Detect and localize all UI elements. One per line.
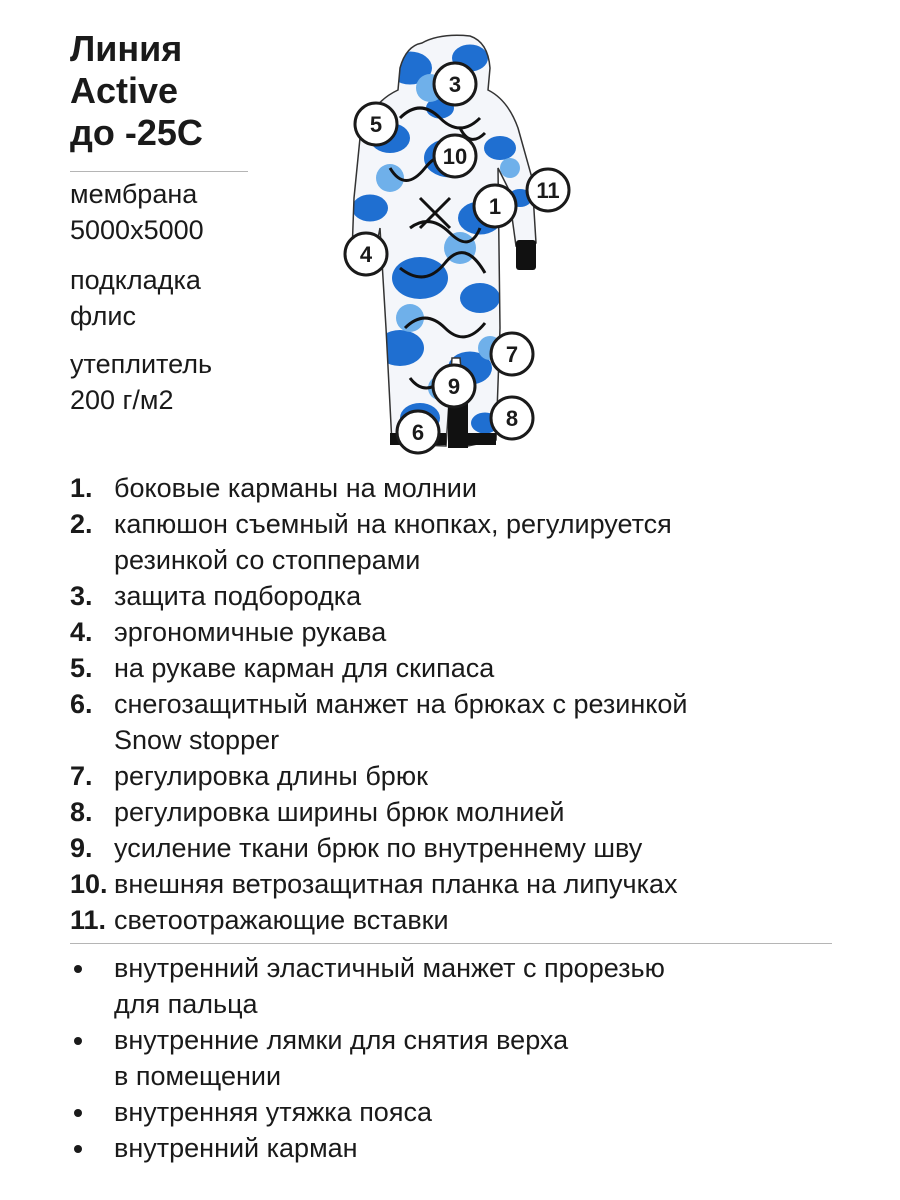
feature-number: 4. — [70, 617, 93, 647]
svg-text:9: 9 — [447, 374, 461, 399]
divider — [70, 943, 832, 944]
svg-text:6: 6 — [411, 420, 425, 445]
feature-text: регулировка ширины брюк молнией — [114, 797, 565, 827]
callout-marker-1 — [474, 185, 516, 227]
note-text: внутренние лямки для снятия верха — [114, 1025, 569, 1055]
feature-number: 6. — [70, 689, 93, 719]
feature-text: на рукаве карман для скипаса — [114, 653, 495, 683]
feature-number: 10. — [70, 869, 108, 899]
feature-item — [70, 758, 860, 794]
callout-marker-10 — [434, 135, 476, 177]
spec-membrane — [70, 176, 310, 248]
note-item — [70, 950, 860, 986]
feature-item — [70, 830, 860, 866]
feature-list — [70, 470, 860, 938]
callout-marker-7 — [491, 333, 533, 375]
feature-item — [70, 902, 860, 938]
svg-text:11: 11 — [536, 178, 560, 203]
note-item — [70, 1130, 860, 1166]
svg-text:5: 5 — [369, 112, 383, 137]
feature-item — [70, 542, 860, 578]
feature-text: снегозащитный манжет на брюках с резинкой — [114, 689, 688, 719]
feature-text: внешняя ветрозащитная планка на липучках — [114, 869, 678, 899]
spec-value: 5000х5000 — [70, 215, 204, 245]
title-line: Active — [70, 70, 179, 111]
spec-lining — [70, 262, 310, 334]
spec-label: утеплитель — [70, 349, 213, 379]
note-text: внутренняя утяжка пояса — [114, 1097, 432, 1127]
bullet-icon — [74, 965, 82, 973]
note-text: для пальца — [114, 989, 258, 1019]
svg-text:3: 3 — [448, 72, 462, 97]
print-blob — [460, 283, 500, 313]
bullet-icon — [74, 1037, 82, 1045]
note-item — [70, 1022, 860, 1058]
callout-marker-4 — [345, 233, 387, 275]
product-line-title — [70, 28, 330, 154]
feature-number: 9. — [70, 833, 93, 863]
svg-text:10: 10 — [442, 144, 468, 169]
feature-item — [70, 506, 860, 542]
callout-marker-8 — [491, 397, 533, 439]
right-cuff — [516, 240, 536, 270]
spec-value: 200 г/м2 — [70, 385, 174, 415]
print-blob — [352, 195, 388, 222]
feature-text: Snow stopper — [114, 725, 280, 755]
right-hem — [468, 433, 496, 445]
spec-label: подкладка — [70, 265, 201, 295]
svg-text:4: 4 — [359, 242, 373, 267]
note-text: в помещении — [114, 1061, 282, 1091]
note-item — [70, 1058, 860, 1094]
feature-text: эргономичные рукава — [114, 617, 387, 647]
feature-number: 2. — [70, 509, 93, 539]
feature-text: светоотражающие вставки — [114, 905, 449, 935]
notes-list — [70, 950, 860, 1166]
callout-marker-3 — [434, 63, 476, 105]
feature-item — [70, 578, 860, 614]
callout-marker-5 — [355, 103, 397, 145]
note-item — [70, 1094, 860, 1130]
feature-text: усиление ткани брюк по внутреннему шву — [114, 833, 643, 863]
spec-label: мембрана — [70, 179, 198, 209]
print-blob — [376, 330, 424, 366]
svg-text:7: 7 — [505, 342, 519, 367]
callout-marker-11 — [527, 169, 569, 211]
feature-item — [70, 722, 860, 758]
feature-number: 8. — [70, 797, 93, 827]
callout-marker-9 — [433, 365, 475, 407]
feature-text: регулировка длины брюк — [114, 761, 428, 791]
divider — [70, 171, 248, 172]
feature-text: капюшон съемный на кнопках, регулируется — [114, 509, 672, 539]
feature-text: боковые карманы на молнии — [114, 473, 477, 503]
svg-text:8: 8 — [505, 406, 519, 431]
bullet-icon — [74, 1109, 82, 1117]
callout-marker-6 — [397, 411, 439, 453]
spec-value: флис — [70, 301, 136, 331]
title-line: до -25С — [70, 112, 203, 153]
feature-item — [70, 470, 860, 506]
note-text: внутренний эластичный манжет с прорезью — [114, 953, 665, 983]
note-item — [70, 986, 860, 1022]
feature-item — [70, 686, 860, 722]
feature-number: 1. — [70, 473, 93, 503]
print-blob — [500, 158, 520, 178]
feature-item — [70, 866, 860, 902]
print-blob — [484, 136, 516, 160]
feature-item — [70, 794, 860, 830]
note-text: внутренний карман — [114, 1133, 358, 1163]
feature-text: защита подбородка — [114, 581, 362, 611]
snowsuit-illustration — [330, 28, 590, 468]
feature-item — [70, 650, 860, 686]
feature-number: 11. — [70, 905, 107, 935]
feature-text: резинкой со стопперами — [114, 545, 421, 575]
bullet-icon — [74, 1145, 82, 1153]
feature-number: 5. — [70, 653, 93, 683]
feature-item — [70, 614, 860, 650]
feature-number: 7. — [70, 761, 93, 791]
snowsuit-svg — [330, 28, 590, 468]
title-line: Линия — [70, 28, 183, 69]
svg-text:1: 1 — [488, 194, 502, 219]
feature-number: 3. — [70, 581, 93, 611]
spec-insulation — [70, 346, 310, 418]
